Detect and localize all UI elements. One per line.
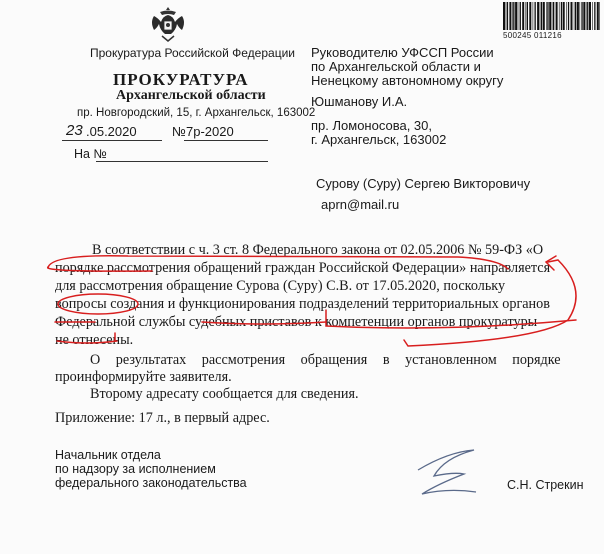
office-address: пр. Новгородский, 15, г. Архангельск, 163002 bbox=[77, 107, 316, 119]
signer-position-line2: по надзору за исполнением bbox=[55, 462, 216, 476]
page-title: ПРОКУРАТУРА bbox=[113, 70, 249, 89]
recipient2-email: aprn@mail.ru bbox=[321, 197, 400, 212]
signer-position-line1: Начальник отдела bbox=[55, 448, 161, 462]
recipient1-line1: Руководителю УФССП России bbox=[311, 45, 494, 60]
number-sign: № bbox=[172, 124, 186, 139]
body-p1-line2: порядке рассмотрения обращений граждан Российской Федерации» направляется bbox=[55, 260, 551, 276]
reference-label: На № bbox=[74, 147, 107, 161]
recipient1-addr1: пр. Ломоносова, 30, bbox=[311, 118, 432, 133]
body-p3: Второму адресату сообщается для сведения. bbox=[90, 386, 359, 402]
recipient1-line3: Ненецкому автономному округу bbox=[311, 73, 504, 88]
recipient1-line2: по Архангельской области и bbox=[311, 59, 481, 74]
body-p1-line6: не отнесены. bbox=[55, 332, 134, 348]
signer-name: С.Н. Стрекин bbox=[507, 478, 584, 492]
region-name: Архангельской области bbox=[116, 88, 266, 103]
document-number: 7р-2020 bbox=[186, 124, 234, 139]
recipient1-addr2: г. Архангельск, 163002 bbox=[311, 132, 447, 147]
body-p1-line3: для рассмотрения обращение Сурова (Суру) С.В. от 17.05.2020, поскольку bbox=[55, 278, 506, 294]
body-p2-line2: проинформируйте заявителя. bbox=[55, 369, 232, 385]
body-p2-line1: О результатах рассмотрения обращения в установленном порядке bbox=[90, 352, 561, 368]
date-rest: .05.2020 bbox=[86, 124, 137, 139]
recipient2-name: Сурову (Суру) Сергею Викторовичу bbox=[316, 176, 531, 191]
recipient1-name: Юшманову И.А. bbox=[311, 94, 408, 109]
body-p1-line1: В соответствии с ч. 3 ст. 8 Федерального закона от 02.05.2006 № 59-ФЗ «О bbox=[92, 242, 544, 258]
number-underline bbox=[184, 140, 268, 141]
attachment-note: Приложение: 17 л., в первый адрес. bbox=[55, 410, 270, 426]
body-p1-line4: вопросы создания и функционирования подразделений территориальных органов bbox=[55, 296, 550, 312]
date-day: 23 bbox=[66, 122, 83, 139]
date-underline bbox=[62, 140, 162, 141]
coat-of-arms-icon bbox=[148, 4, 188, 44]
reference-underline bbox=[96, 161, 268, 162]
body-p1-line5: Федеральной службы судебных приставов к компетенции органов прокуратуры bbox=[55, 314, 538, 330]
signer-position-line3: федерального законодательства bbox=[55, 476, 247, 490]
barcode-number: 500245 011216 bbox=[503, 31, 562, 40]
barcode bbox=[503, 2, 601, 30]
office-name: Прокуратура Российской Федерации bbox=[90, 46, 295, 60]
